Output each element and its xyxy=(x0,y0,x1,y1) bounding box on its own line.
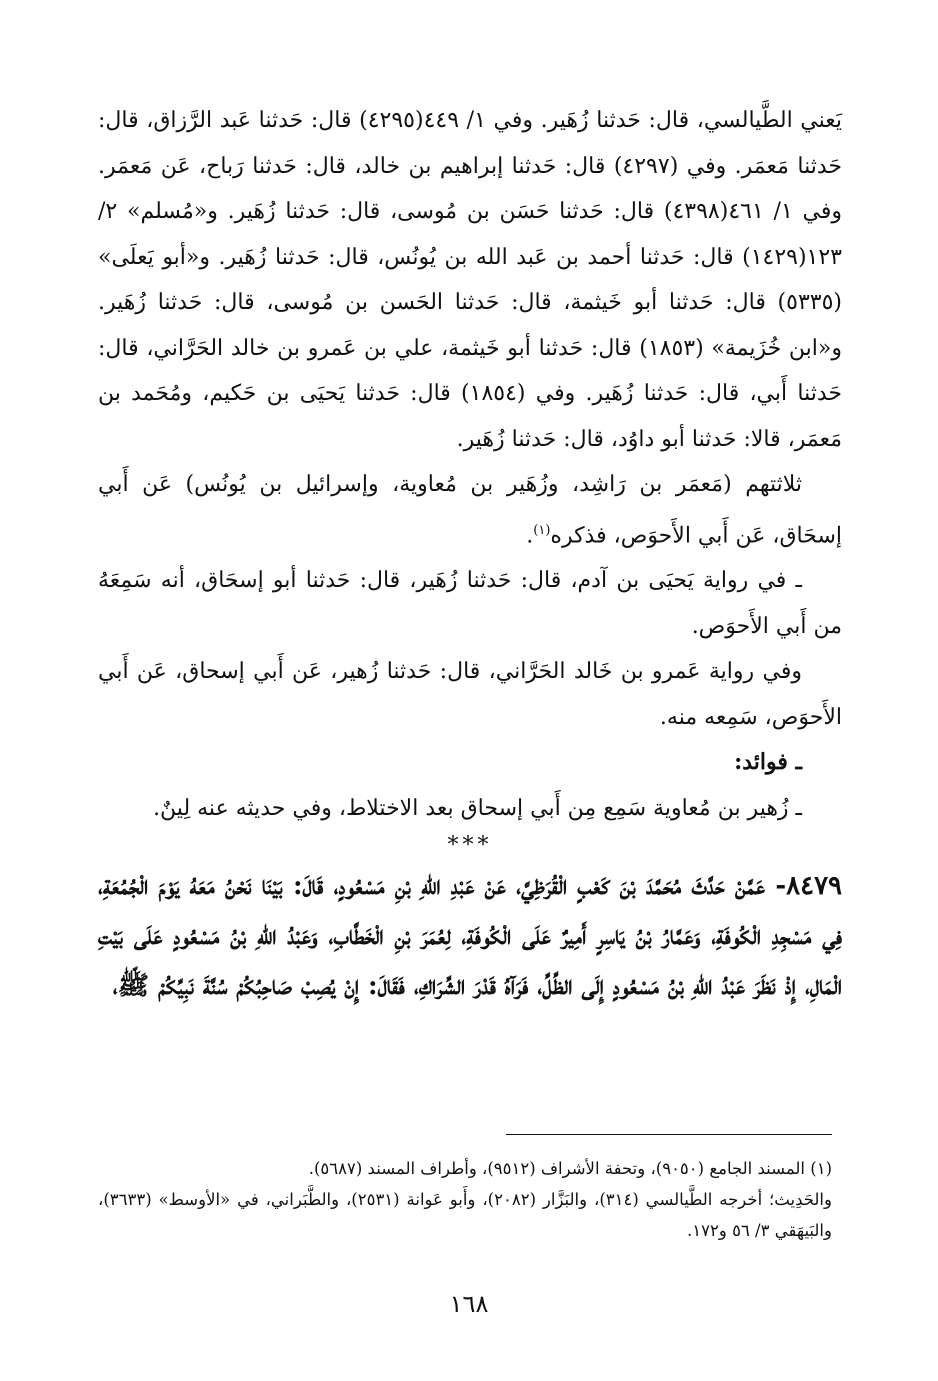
section-divider-stars: *** xyxy=(447,833,493,859)
footnote-separator xyxy=(506,1134,832,1135)
narration-note-2: وفي رواية عَمرو بن خَالد الحَرَّاني، قال: حَدثنا زُهير، عَن أَبي إسحاق، عَن أَبي الأَحوَص، سَمِعه منه. xyxy=(98,659,842,730)
benefits-heading: ـ فوائد: xyxy=(734,749,802,776)
footnote-reference[interactable]: (١) xyxy=(533,522,551,538)
hadith-paragraph xyxy=(98,861,842,1011)
hadith-text: عَمَّنْ حَدَّثَ مُحَمَّدَ بْنَ كَعْبٍ الْقُرَظِيَّ، عَنْ عَبْدِ اللهِ بْنِ مَسْعُودٍ، قَالَ: بَيْنَا نَحْنُ مَعَهُ يَوْمَ الْجُمُعَةِ، فِي مَسْجِدِ الْكُوفَةِ، وَعَمَّارُ بْنُ يَاسِرٍ أَمِيرٌ عَلَى الْكُوفَةِ، لِعُمَرَ بْنِ الْخَطَّابِ، وَعَبْدُ اللهِ بْنُ مَسْعُودٍ عَلَى بَيْتِ الْمَالِ، إِذْ نَظَرَ عَبْدُ اللهِ بْنُ مَسْعُودٍ إِلَى الظِّلِّ، فَرَآهُ قَدْرَ الشِّرَاكِ، فَقَالَ: إِنْ يُصِبْ صَاحِبُكُمْ سُنَّةَ نَبِيِّكُمْ ﷺ، xyxy=(98,871,842,1002)
footnote-2: والحَدِيث؛ أخرجه الطَّيالسي (٣١٤)، والبَزَّار (٢٠٨٢)، وأَبو عَوانة (٢٥٣١)، والطَّبَراني، في «الأوسط» (٣٦٣٣)، والبَيهَقي ٣/ ٥٦ و١٧٢. xyxy=(98,1190,832,1240)
summary-paragraph xyxy=(98,462,842,558)
isnad-paragraph: يَعني الطَّيالسي، قال: حَدثنا زُهَير. وفي ١/ ٤٤٩(٤٢٩٥) قال: حَدثنا عَبد الرَّزاق، قال: حَدثنا مَعمَر. وفي (٤٢٩٧) قال: حَدثنا إبراهيم بن خالد، قال: حَدثنا رَباح، عَن مَعمَر. وفي ١/ ٤٦١(٤٣٩٨) قال: حَدثنا حَسَن بن مُوسى، قال: حَدثنا زُهَير. و«مُسلم» ٢/ ١٢٣(١٤٢٩) قال: حَدثنا أحمد بن عَبد الله بن يُونُس، قال: حَدثنا زُهَير. و«أبو يَعلَى» (٥٣٣٥) قال: حَدثنا أبو خَيثمة، قال: حَدثنا الحَسن بن مُوسى، قال: حَدثنا زُهَير. و«ابن خُزَيمة» (١٨٥٣) قال: حَدثنا أبو خَيثمة، علي بن عَمرو بن خالد الحَرَّاني، قال: حَدثنا أَبي، قال: حَدثنا زُهَير. وفي (١٨٥٤) قال: حَدثنا يَحيَى بن حَكيم، ومُحَمد بن مَعمَر، قالا: حَدثنا أبو داوُد، قال: حَدثنا زُهَير. xyxy=(98,108,843,452)
footnote-1: (١) المسند الجامع (٩٠٥٠)، وتحفة الأشراف (٩٥١٢)، وأطراف المسند (٥٦٨٧). xyxy=(308,1159,832,1178)
summary-period: . xyxy=(526,522,534,548)
hadith-dash: - xyxy=(765,871,787,902)
narration-note-1: ـ في رواية يَحيَى بن آدم، قال: حَدثنا زُهَير، قال: حَدثنا أبو إسحَاق، أنه سَمِعَهُ من أَبي الأَحوَص. xyxy=(98,568,842,639)
main-text xyxy=(98,98,842,1011)
hadith-number: ٨٤٧٩ xyxy=(786,871,842,902)
footnotes xyxy=(98,1153,832,1246)
page-number: ١٦٨ xyxy=(449,1290,489,1318)
summary-text: ثلاثتهم (مَعمَر بن رَاشِد، وزُهَير بن مُعاوية، وإسرائيل بن يُونُس) عَن أَبي إسحَاق، عَن أَبي الأَحوَص، فذكره xyxy=(98,472,842,548)
benefit-item: ـ زُهير بن مُعاوية سَمِع مِن أَبي إسحاق بعد الاختلاط، وفي حديثه عنه لِينٌ. xyxy=(153,795,802,821)
